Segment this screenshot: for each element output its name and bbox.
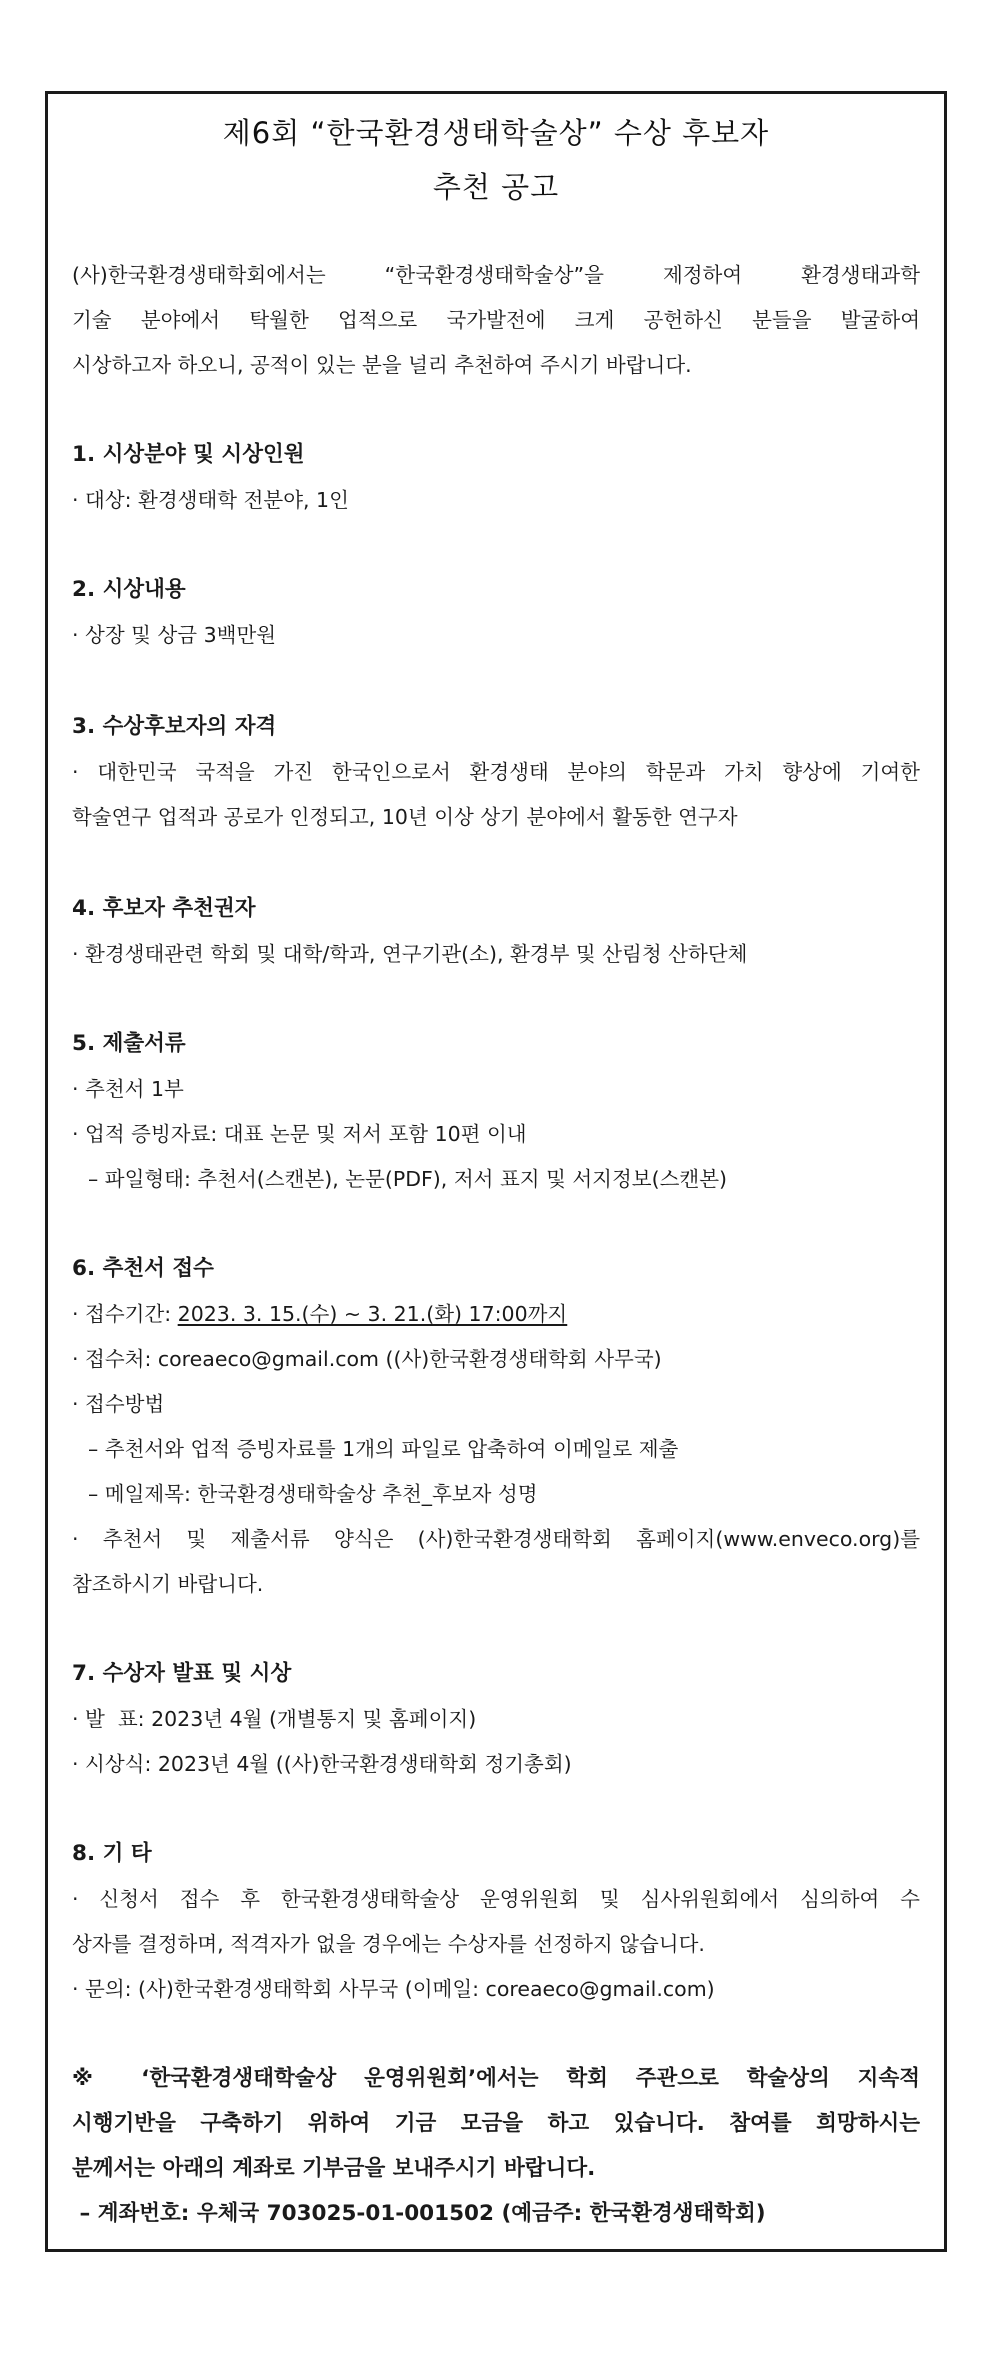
section-text: · 대한민국 국적을 가진 한국인으로서 환경생태 분야의 학문과 가치 향상에 기여한 xyxy=(72,760,920,784)
section-text: · 환경생태관련 학회 및 대학/학과, 연구기관(소), 환경부 및 산림청 산하단체 xyxy=(72,942,748,966)
section-heading: 1. 시상분야 및 시상인원 xyxy=(72,442,305,467)
list-item: · 추천서 및 제출서류 양식은 (사)한국환경생태학회 홈페이지(www.enveco.org)를 xyxy=(72,1527,920,1551)
list-item: · 추천서 1부 xyxy=(72,1077,184,1101)
list-subitem: – 파일형태: 추천서(스캔본), 논문(PDF), 저서 표지 및 서지정보(스캔본) xyxy=(88,1167,728,1191)
list-subitem: – 추천서와 업적 증빙자료를 1개의 파일로 압축하여 이메일로 제출 xyxy=(88,1437,679,1461)
fund-notice: ※ ‘한국환경생태학술상 운영위원회’에서는 학회 주관으로 학술상의 지속적 xyxy=(72,2066,920,2091)
submission-period xyxy=(72,1297,567,1327)
section-heading: 2. 시상내용 xyxy=(72,577,186,602)
section-heading: 5. 제출서류 xyxy=(72,1031,186,1056)
fund-notice: 분께서는 아래의 계좌로 기부금을 보내주시기 바랍니다. xyxy=(72,2156,596,2181)
section-heading: 7. 수상자 발표 및 시상 xyxy=(72,1661,292,1686)
section-heading: 8. 기 타 xyxy=(72,1841,152,1866)
list-item: · 시상식: 2023년 4월 ((사)한국환경생태학회 정기총회) xyxy=(72,1752,572,1776)
list-item: 상자를 결정하며, 적격자가 없을 경우에는 수상자를 선정하지 않습니다. xyxy=(72,1932,705,1956)
list-item: · 접수처: coreaeco@gmail.com ((사)한국환경생태학회 사무국) xyxy=(72,1347,662,1371)
intro-line: 시상하고자 하오니, 공적이 있는 분을 널리 추천하여 주시기 바랍니다. xyxy=(72,353,692,377)
list-item: · 문의: (사)한국환경생태학회 사무국 (이메일: coreaeco@gmail.com) xyxy=(72,1977,715,2001)
section-heading: 6. 추천서 접수 xyxy=(72,1256,214,1281)
list-item: · 접수방법 xyxy=(72,1392,165,1416)
intro-line: (사)한국환경생태학회에서는 “한국환경생태학술상”을 제정하여 환경생태과학 xyxy=(72,263,920,287)
bank-account: – 계좌번호: 우체국 703025-01-001502 (예금주: 한국환경생태학회) xyxy=(72,2201,766,2226)
section-text: · 대상: 환경생태학 전분야, 1인 xyxy=(72,488,349,512)
period-label: · 접수기간: xyxy=(72,1302,178,1326)
page-subtitle: 추천 공고 xyxy=(432,170,560,204)
fund-notice: 시행기반을 구축하기 위하여 기금 모금을 하고 있습니다. 참여를 희망하시는 xyxy=(72,2111,920,2136)
list-item: 참조하시기 바랍니다. xyxy=(72,1572,264,1596)
page-title: 제6회 “한국환경생태학술상” 수상 후보자 xyxy=(222,116,770,150)
section-text: 학술연구 업적과 공로가 인정되고, 10년 이상 상기 분야에서 활동한 연구자 xyxy=(72,805,738,829)
list-item: · 신청서 접수 후 한국환경생태학술상 운영위원회 및 심사위원회에서 심의하여 수 xyxy=(72,1887,920,1911)
intro-line: 기술 분야에서 탁월한 업적으로 국가발전에 크게 공헌하신 분들을 발굴하여 xyxy=(72,308,920,332)
period-value: 2023. 3. 15.(수) ~ 3. 21.(화) 17:00까지 xyxy=(177,1302,568,1326)
section-heading: 4. 후보자 추천권자 xyxy=(72,896,256,921)
section-heading: 3. 수상후보자의 자격 xyxy=(72,714,277,739)
section-text: · 상장 및 상금 3백만원 xyxy=(72,623,277,647)
list-item: · 업적 증빙자료: 대표 논문 및 저서 포함 10편 이내 xyxy=(72,1122,527,1146)
list-item: · 발 표: 2023년 4월 (개별통지 및 홈페이지) xyxy=(72,1707,477,1731)
list-subitem: – 메일제목: 한국환경생태학술상 추천_후보자 성명 xyxy=(88,1482,538,1506)
